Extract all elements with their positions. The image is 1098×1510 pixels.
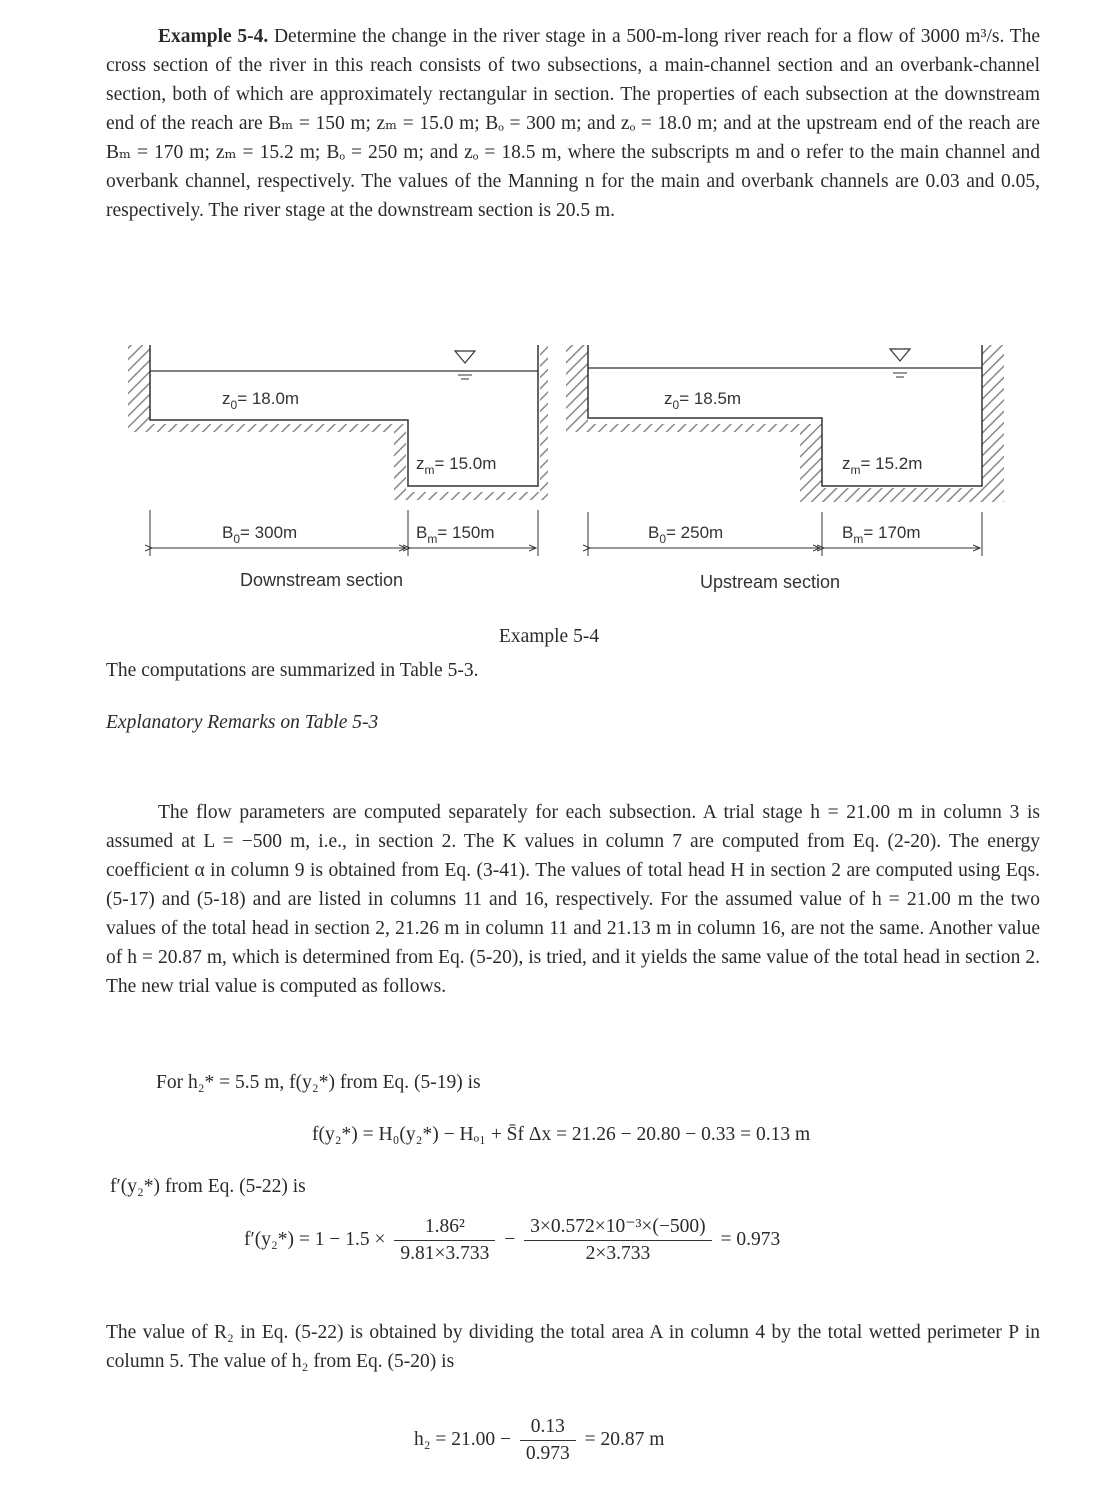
- eq2-fraction-1: $\frac{\text{1.86²}}{9.81\times 3.733}$: [394, 1214, 495, 1267]
- upstream-bm-label: $B_m= 170m$: [842, 523, 921, 546]
- fprime-intro: f′(y₂*) from Eq. (5-22) is: [110, 1176, 306, 1197]
- remarks-heading: Explanatory Remarks on Table 5-3: [106, 712, 379, 733]
- example-text: Determine the change in the river stage in a 500-m-long river reach for a flow of 3000 m³/s. The cross section of the river in this reach consists of two subsections, a main-channel section and an overbank-channel section, both of which are approximately rectangular in section. The properties of each subsection at the downstream end of the reach are Bₘ = 150 m; zₘ = 15.0 m; Bₒ = 300 m; and zₒ = 18.0 m; and at the upstream end of the reach are Bₘ = 170 m; zₘ = 15.2 m; Bₒ = 250 m; and zₒ = 18.5 m, where the subscripts m and o refer to the main channel and overbank channel, respectively. The values of the Manning n for the main and overbank channels are 0.03 and 0.05, respectively. The river stage at the downstream section is 20.5 m.: [106, 26, 1040, 221]
- upstream-bo-label: $B_0= 250m$: [648, 523, 724, 546]
- equation-f: f(y₂*) = H₀(y₂*) − Hₒ₁ + S̄f Δx = 21.26 − 20.80 − 0.33 = 0.13 m: [312, 1124, 811, 1145]
- downstream-section: [128, 345, 548, 590]
- downstream-bm-label: $B_m= 150m$: [416, 523, 495, 546]
- upstream-zo-label: $z_0= 18.5m$: [664, 389, 742, 412]
- summary-text: The computations are summarized in Table 5-3.: [106, 660, 479, 681]
- upstream-water-level-icon: [890, 349, 910, 377]
- downstream-zm-label: $z_m= 15.0m$: [416, 454, 497, 477]
- upstream-bed-line: [588, 345, 982, 486]
- equation-fprime: [244, 1214, 780, 1267]
- eq2-fraction-2: $\frac{\text{3×0.572×10⁻³×(−500)}}{2\times 3.733}$: [524, 1214, 712, 1267]
- eq2-lhs: f′(y₂*) = 1 − 1.5 ×: [244, 1228, 386, 1250]
- eq2-minus: −: [504, 1228, 516, 1250]
- example-paragraph: [106, 22, 1040, 225]
- upstream-title: Upstream section: [700, 572, 841, 592]
- example-label: Example 5-4.: [158, 26, 269, 47]
- downstream-zo-label: $z_0= 18.0m$: [222, 389, 300, 412]
- eq3-fraction: $\frac{0.13}{0.973}$: [520, 1414, 576, 1467]
- upstream-zm-label: $z_m= 15.2m$: [842, 454, 923, 477]
- figure-caption: Example 5-4: [498, 626, 600, 647]
- remarks-paragraph: The flow parameters are computed separately for each subsection. A trial stage h = 21.00 m in column 3 is assumed at L = −500 m, i.e., in section 2. The K values in column 7 are computed from Eq. (2-20). The energy coefficient α in column 9 is obtained from Eq. (3-41). The values of total head H in section 2 are computed using Eqs. (5-17) and (5-18) and are listed in columns 11 and 16, respectively. For the assumed value of h = 21.00 m the two values of the total head in section 2, 21.26 m in column 11 and 21.13 m in column 16, are not the same. Another value of h = 20.87 m, which is determined from Eq. (5-20), is tried, and it yields the same value of the total head in section 2. The new trial value is computed as follows.: [106, 802, 1040, 997]
- downstream-bo-label: $B_0= 300m$: [222, 523, 298, 546]
- equation-h2: [414, 1414, 664, 1467]
- eq3-rhs: = 20.87 m: [584, 1428, 665, 1450]
- for-line: For h₂* = 5.5 m, f(y₂*) from Eq. (5-19) is: [156, 1072, 481, 1093]
- downstream-bank-hatch: [128, 345, 548, 500]
- upstream-section: [566, 345, 1004, 592]
- downstream-title: Downstream section: [240, 570, 404, 590]
- eq2-rhs: = 0.973: [720, 1228, 781, 1250]
- downstream-water-level-icon: [455, 351, 475, 379]
- r2-paragraph: The value of R₂ in Eq. (5-22) is obtained by dividing the total area A in column 4 by the total wetted perimeter P in column 5. The value of h₂ from Eq. (5-20) is: [106, 1322, 1040, 1372]
- cross-section-figure: [0, 330, 1098, 610]
- eq3-lhs: h₂ = 21.00 −: [414, 1428, 512, 1450]
